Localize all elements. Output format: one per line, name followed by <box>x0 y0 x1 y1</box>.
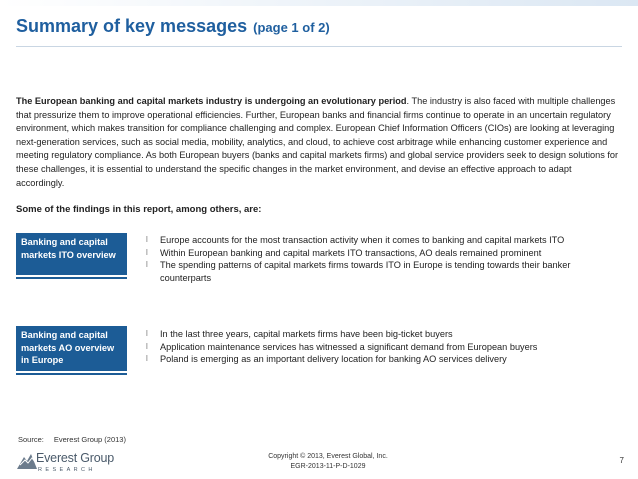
list-item <box>146 328 622 341</box>
bullet-icon: l <box>146 341 148 351</box>
bullet-icon: l <box>146 329 148 338</box>
title-text: Summary of key messages <box>16 16 248 36</box>
bullet-text: Application maintenance services has witnessed a significant demand from European buyers <box>160 341 538 352</box>
bullet-text: Poland is emerging as an important delivery location for banking AO services delivery <box>160 354 507 365</box>
list-item <box>146 259 622 284</box>
bullet-icon: l <box>146 235 148 244</box>
list-item <box>146 341 622 354</box>
list-item <box>146 247 622 260</box>
page-number: 7 <box>619 456 624 465</box>
intro-lead: The European banking and capital markets industry is undergoing an evolutionary period <box>16 96 407 106</box>
title-divider <box>16 46 622 47</box>
copyright-line: Copyright © 2013, Everest Global, Inc. <box>268 453 388 460</box>
page-title <box>16 16 330 37</box>
list-item <box>146 353 622 366</box>
bullet-text: In the last three years, capital markets firms have been big-ticket buyers <box>160 329 453 339</box>
intro-body: . The industry is also faced with multiple challenges that pressurize them to improve operational efficiencies. Further, European banks and financial firms continue to operate in an uncertain regulatory environment, which makes transition for compliance challenging and complex. European Chief Information Officers (CIOs) are looking at leveraging next-generation services, such as social media, mobility, analytics, and cloud, to achieve cost arbitrage while enhancing customer experience and meeting regulatory compliance. As both European buyers (banks and capital markets firms) and global service providers seek to design solutions for these challenges, it is essential to understand the specific changes in the market environment, and devise an effective approach to adapt accordingly. <box>16 96 619 188</box>
document-code: EGR-2013-11-P-D-1029 <box>290 463 366 470</box>
title-subtitle: (page 1 of 2) <box>253 20 330 35</box>
section-label-ao: Banking and capital markets AO overview in Europe <box>16 326 127 371</box>
copyright <box>238 452 418 472</box>
mountain-icon <box>16 449 38 471</box>
intro-paragraph <box>16 95 622 190</box>
bullet-text: Within European banking and capital markets ITO transactions, AO deals remained prominent <box>160 247 542 258</box>
source-note <box>18 435 126 444</box>
findings-heading: Some of the findings in this report, among others, are: <box>16 204 262 215</box>
top-band <box>0 0 638 6</box>
section-label-ito: Banking and capital markets ITO overview <box>16 233 127 275</box>
bullet-icon: l <box>146 354 148 364</box>
bullet-icon: l <box>146 260 148 270</box>
source-label: Source: <box>18 435 44 444</box>
everest-logo <box>16 447 136 475</box>
logo-name: Everest Group <box>36 451 114 465</box>
bullet-text: Europe accounts for the most transaction activity when it comes to banking and capital markets ITO <box>160 235 565 245</box>
list-item <box>146 234 622 247</box>
bullet-text: The spending patterns of capital markets firms towards ITO in Europe is tending towards their banker counterparts <box>160 260 571 283</box>
source-value: Everest Group (2013) <box>53 435 126 444</box>
section-bullets-ao <box>146 328 622 366</box>
section-bullets-ito <box>146 234 622 284</box>
logo-tagline: RESEARCH <box>38 467 96 473</box>
bullet-icon: l <box>146 247 148 257</box>
